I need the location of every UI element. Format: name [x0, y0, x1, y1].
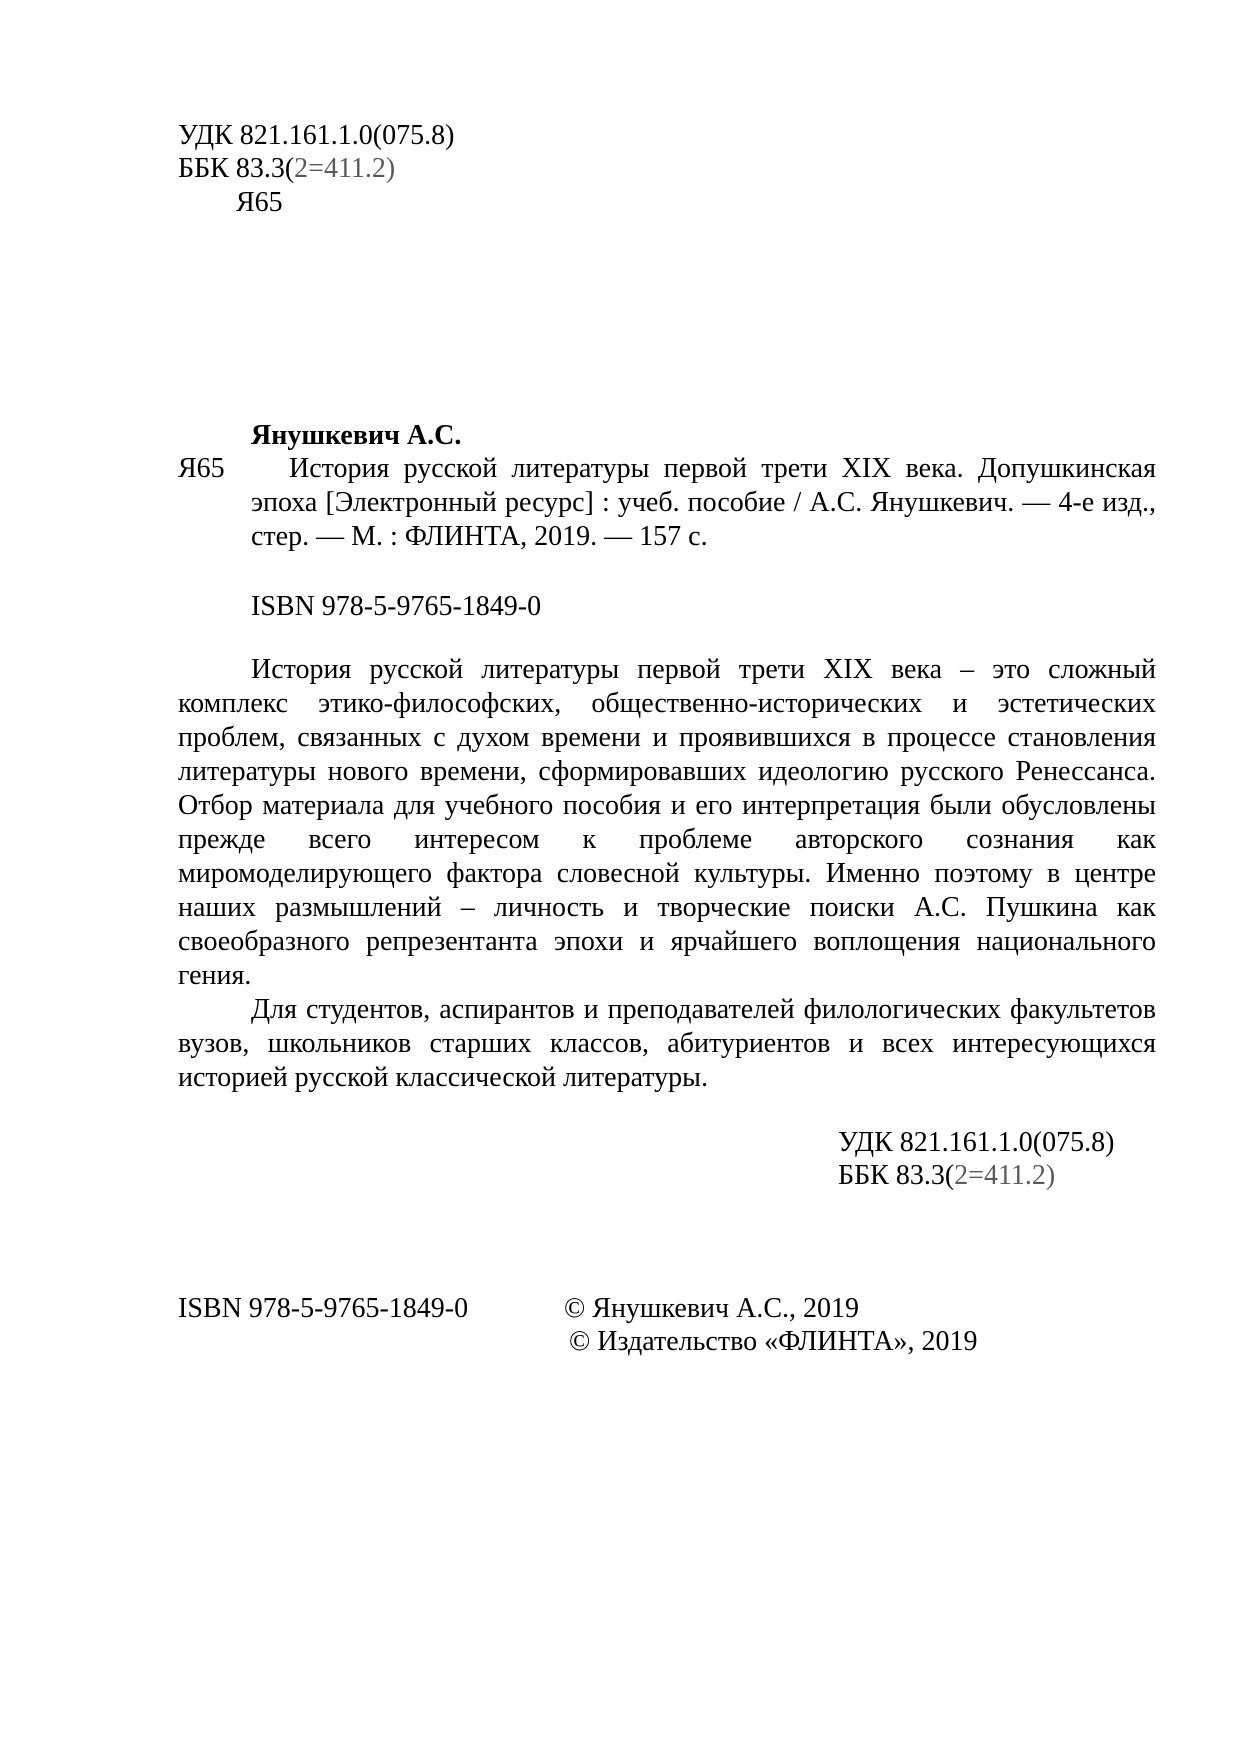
udk-code-top: УДК 821.161.1.0(075.8) — [178, 120, 455, 151]
author-heading: Янушкевич А.С. — [251, 420, 462, 451]
copyright-publisher: © Издательство «ФЛИНТА», 2019 — [569, 1326, 978, 1357]
isbn-record: ISBN 978-5-9765-1849-0 — [251, 591, 542, 622]
udk-code-bottom: УДК 821.161.1.0(075.8) — [838, 1127, 1115, 1158]
author-mark-top: Я65 — [236, 187, 283, 218]
bbk-prefix: ББК 83.3( — [178, 153, 295, 184]
annotation — [178, 653, 1156, 1095]
bibliographic-description — [251, 452, 1156, 554]
bbk-code-bottom — [838, 1159, 1055, 1193]
bbk-suffix-bottom: 2=411.2) — [954, 1160, 1056, 1191]
bbk-suffix: 2=411.2) — [294, 153, 396, 184]
bbk-code-top — [178, 152, 395, 186]
annotation-paragraph-1: История русской литературы первой трети XIX века – это сложный комплекс этико-философских, общественно-исторических и эстетических проблем, связанных с духом времени и проявившихся в процессе становления литературы нового времени, сформировавших идеологию русского Ренессанса. Отбор материала для учебного пособия и его интерпретация были обусловлены прежде всего интересом к проблеме авторского сознания как миромоделирующего фактора словесной культуры. Именно поэтому в центре наших размышлений – личность и творческие поиски А.С. Пушкина как своеобразного репрезентанта эпохи и ярчайшего воплощения национального гения. — [178, 654, 1156, 991]
annotation-paragraph-2: Для студентов, аспирантов и преподавателей филологических факультетов вузов, школьников старших классов, абитуриентов и всех интересующихся историей русской классической литературы. — [178, 994, 1156, 1093]
description-text: История русской литературы первой трети XIX века. Допушкинская эпоха [Электронный ресурс] : учеб. пособие / А.С. Янушкевич. — 4-е изд., стер. — М. : ФЛИНТА, 2019. — 157 с. — [251, 453, 1156, 552]
isbn-footer: ISBN 978-5-9765-1849-0 — [178, 1293, 469, 1324]
copyright-author: © Янушкевич А.С., 2019 — [564, 1293, 860, 1324]
author-mark: Я65 — [178, 453, 225, 484]
bbk-prefix-bottom: ББК 83.3( — [838, 1160, 955, 1191]
